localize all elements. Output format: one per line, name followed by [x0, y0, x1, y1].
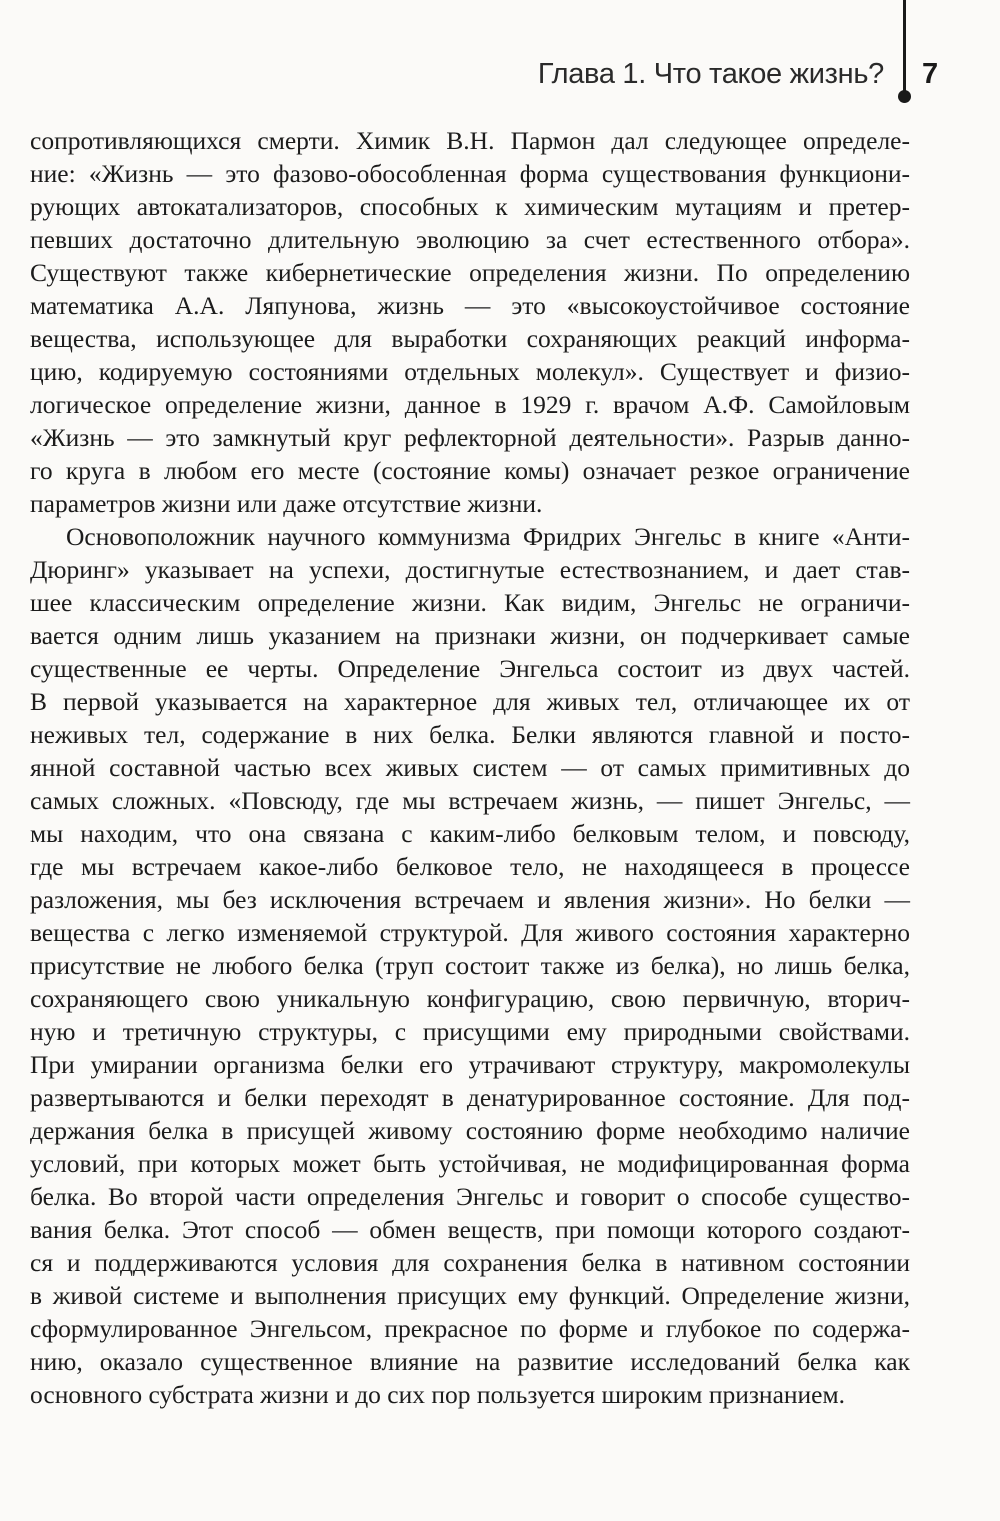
text-line: вания белка. Этот способ — обмен веществ, при помощи которого создают-: [30, 1215, 910, 1244]
text-line: ние: «Жизнь — это фазово-обособленная форма существования функциони-: [30, 159, 910, 188]
text-line: певших достаточно длительную эволюцию за счет естественного отбора».: [30, 225, 910, 254]
header-vertical-rule: [903, 0, 906, 96]
running-head-title: Глава 1. Что такое жизнь?: [537, 58, 884, 90]
text-line: Дюринг» указывает на успехи, достигнутые естествознанием, и дает став-: [30, 555, 910, 584]
body-text: [30, 124, 910, 1411]
text-line: разложения, мы без исключения встречаем и явления жизни». Но белки —: [30, 885, 910, 914]
text-line: мы находим, что она связана с каким-либо белковым телом, и повсюду,: [30, 819, 910, 848]
text-line: В первой указывается на характерное для живых тел, отличающее их от: [30, 687, 910, 716]
text-line: существенные ее черты. Определение Энгельса состоит из двух частей.: [30, 654, 910, 683]
text-line: сохраняющего свою уникальную конфигурацию, свою первичную, вторич-: [30, 984, 910, 1013]
header-rule-dot: [898, 90, 911, 103]
text-line: где мы встречаем какое-либо белковое тело, не находящееся в процессе: [30, 852, 910, 881]
text-line: условий, при которых может быть устойчивая, не модифицированная форма: [30, 1149, 910, 1178]
text-line: развертываются и белки переходят в денатурированное состояние. Для под-: [30, 1083, 910, 1112]
text-line: рующих автокатализаторов, способных к химическим мутациям и претер-: [30, 192, 910, 221]
text-line: «Жизнь — это замкнутый круг рефлекторной деятельности». Разрыв данно-: [30, 423, 910, 452]
text-line: белка. Во второй части определения Энгельс и говорит о способе существо-: [30, 1182, 910, 1211]
paragraph-1: [30, 124, 910, 520]
text-line: вещества с легко изменяемой структурой. Для живого состояния характерно: [30, 918, 910, 947]
text-line: шее классическим определение жизни. Как видим, Энгельс не ограничи-: [30, 588, 910, 617]
text-line: сопротивляющихся смерти. Химик В.Н. Пармон дал следующее определе-: [30, 126, 910, 155]
text-line: янной составной частью всех живых систем — от самых примитивных до: [30, 753, 910, 782]
text-line: основного субстрата жизни и до сих пор пользуется широким признанием.: [30, 1380, 846, 1409]
text-line: математика А.А. Ляпунова, жизнь — это «высокоустойчивое состояние: [30, 291, 910, 320]
text-line: вещества, использующее для выработки сохраняющих реакций информа-: [30, 324, 910, 353]
text-line: в живой системе и выполнения присущих ему функций. Определение жизни,: [30, 1281, 910, 1310]
text-line: ся и поддерживаются условия для сохранения белка в нативном состоянии: [30, 1248, 910, 1277]
text-line: самых сложных. «Повсюду, где мы встречаем жизнь, — пишет Энгельс, —: [30, 786, 910, 815]
text-line: цию, кодируемую состояниями отдельных молекул». Существует и физио-: [30, 357, 910, 386]
text-line: параметров жизни или даже отсутствие жизни.: [30, 489, 543, 518]
text-line: ную и третичную структуры, с присущими ему природными свойствами.: [30, 1017, 910, 1046]
text-line: нию, оказало существенное влияние на развитие исследований белка как: [30, 1347, 910, 1376]
text-line: неживых тел, содержание в них белка. Белки являются главной и посто-: [30, 720, 910, 749]
text-line: При умирании организма белки его утрачивают структуру, макромолекулы: [30, 1050, 910, 1079]
text-line: присутствие не любого белка (труп состоит также из белка), но лишь белка,: [30, 951, 910, 980]
text-line: логическое определение жизни, данное в 1929 г. врачом А.Ф. Самойловым: [30, 390, 910, 419]
page-number: 7: [922, 58, 939, 90]
text-line: Основоположник научного коммунизма Фридрих Энгельс в книге «Анти-: [66, 522, 910, 551]
text-line: Существуют также кибернетические определения жизни. По определению: [30, 258, 910, 287]
text-line: держания белка в присущей живому состоянию форме необходимо наличие: [30, 1116, 910, 1145]
paragraph-2: [30, 520, 910, 1411]
text-line: го круга в любом его месте (состояние комы) означает резкое ограничение: [30, 456, 910, 485]
text-line: вается одним лишь указанием на признаки жизни, он подчеркивает самые: [30, 621, 910, 650]
text-line: сформулированное Энгельсом, прекрасное по форме и глубокое по содержа-: [30, 1314, 910, 1343]
